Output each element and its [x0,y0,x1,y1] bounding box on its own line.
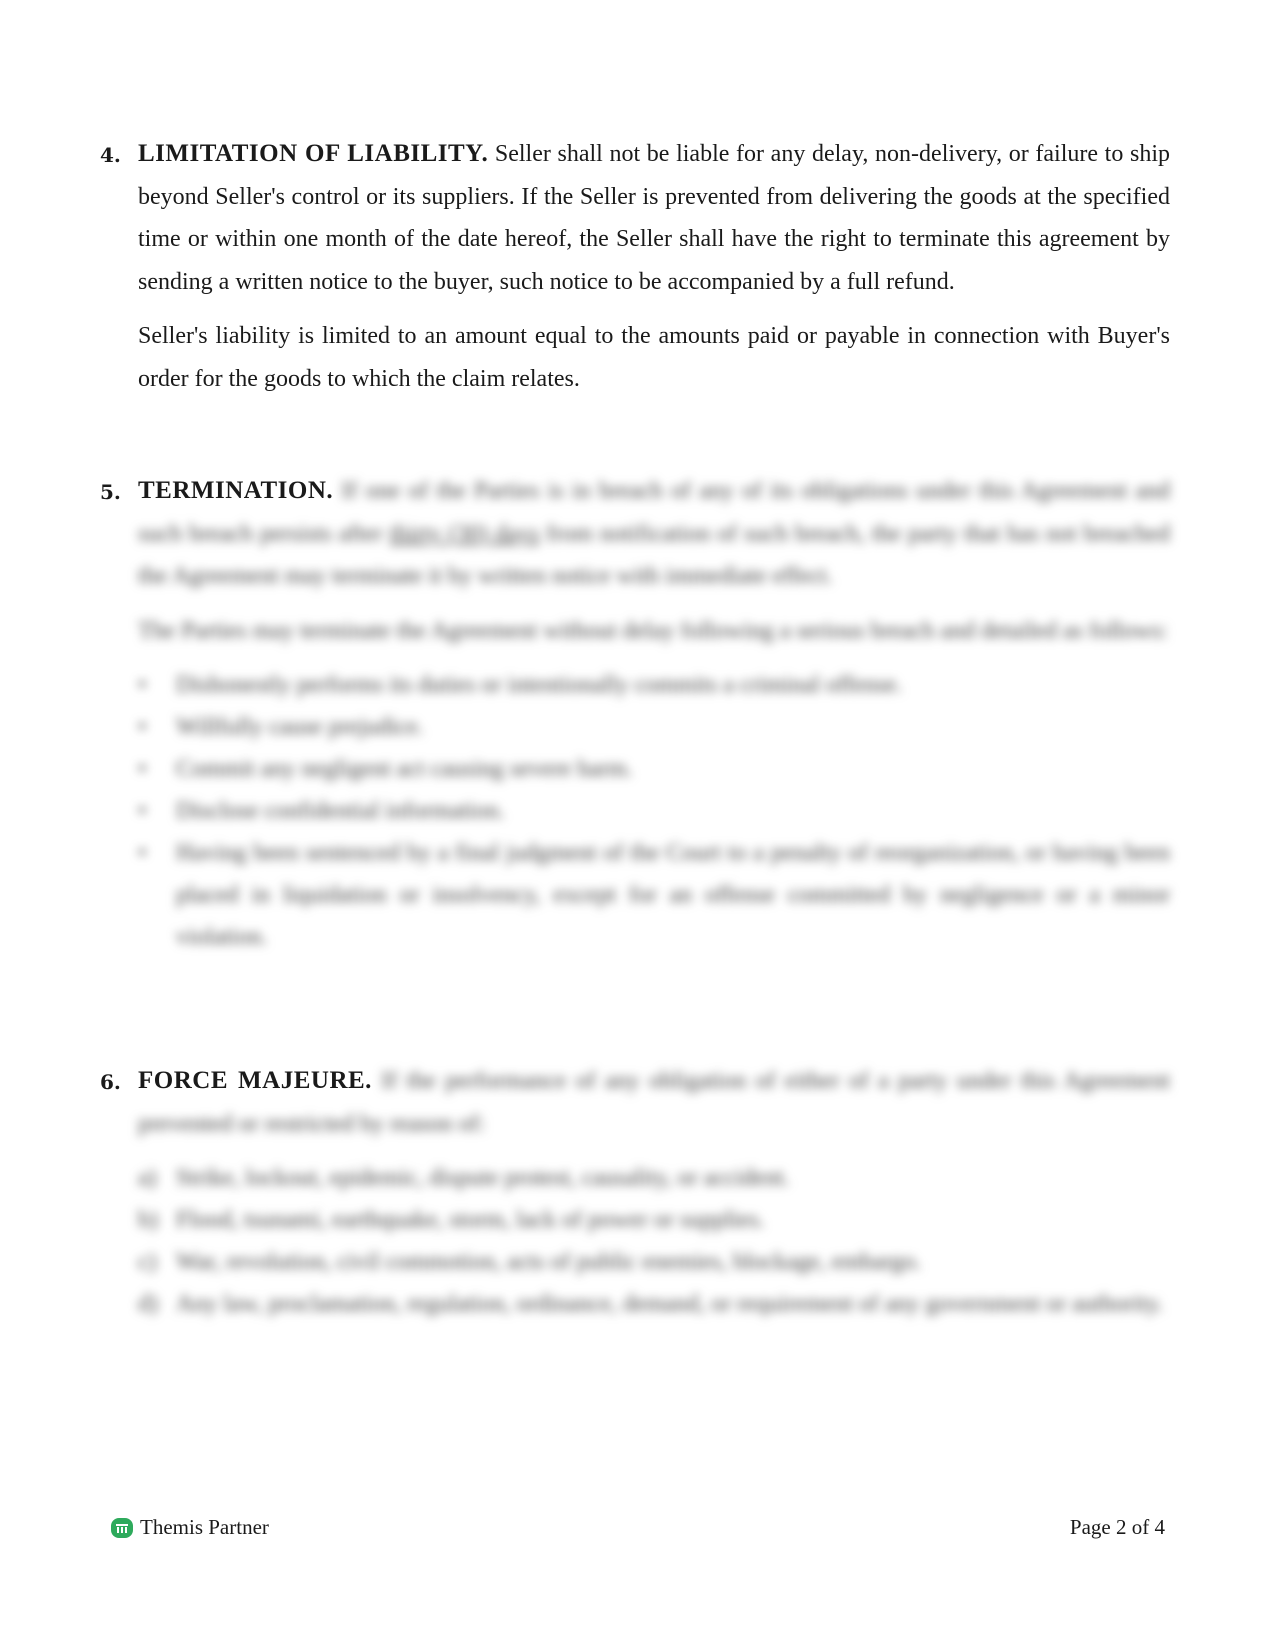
brand-name: Themis Partner [140,1515,269,1539]
list-marker: c) [138,1249,157,1275]
section-heading: FORCE MAJEURE. [138,1067,372,1094]
section-body [138,470,1170,958]
section-number: 5. [100,480,121,504]
section-paragraph [138,1060,1170,1145]
breach-list [138,664,1170,958]
page-footer [110,1515,1165,1545]
section-body [138,133,1170,412]
section-paragraph [138,133,1170,303]
section-paragraph: Seller's liability is limited to an amount equal to the amounts paid or payable in connection with Buyer's order for the goods to which the claim relates. [138,323,1170,392]
brand [110,1515,269,1540]
section-body [138,1060,1170,1325]
list-item-text: War, revolution, civil commotion, acts of public enemies, blockage, embargo. [176,1249,922,1275]
section-heading: LIMITATION OF LIABILITY. [138,140,489,167]
duration-link: thirty (30) days [389,520,540,547]
themis-partner-logo-icon [110,1516,134,1540]
section-text: If one of the Parties is in breach of any of its obligations under this Agreement and such breach persists after [138,478,1170,547]
list-marker: b) [138,1207,158,1233]
page-number: Page 2 of 4 [1069,1515,1165,1539]
list-item [138,1199,1170,1241]
blurred-text: If the performance of any obligation of either of a party under this Agreement prevented or restricted by reason of: [138,1068,1170,1137]
section-text: from notification of such breach, the party that has not breached the Agreement may terminate it by written notice with immediate effect. [138,520,1171,589]
list-marker: d) [138,1291,158,1317]
list-item: • Dishonestly performs its duties or intentionally commits a criminal offense. [138,664,1170,706]
list-item-text: Flood, tsunami, earthquake, storm, lack of power or supplies. [176,1207,765,1233]
list-item: • Commit any negligent act causing severe harm. [138,748,1170,790]
list-item-text: Any law, proclamation, regulation, ordinance, demand, or requirement of any government or authority. [176,1291,1164,1317]
list-marker: a) [138,1165,157,1191]
list-item: • Disclose confidential information. [138,790,1170,832]
section-paragraph [138,470,1170,598]
list-item [138,1241,1170,1283]
section-number: 4. [100,143,121,167]
section-paragraph: The Parties may terminate the Agreement without delay following a serious breach and detailed as follows: [138,617,1168,644]
list-item: • Willfully cause prejudice. [138,706,1170,748]
section-heading: TERMINATION. [138,477,334,504]
list-item [138,1157,1170,1199]
section-text: Seller shall not be liable for any delay, non-delivery, or failure to ship beyond Seller's control or its suppliers. If the Seller is prevented from delivering the goods at the specified time or within one month of the date hereof, the Seller shall have the right to terminate this agreement by sending a written notice to the buyer, such notice to be accompanied by a full refund. [138,141,1171,295]
section-number: 6. [100,1070,121,1094]
list-item-text: Strike, lockout, epidemic, dispute protest, causality, or accident. [176,1165,790,1191]
list-item: • Having been sentenced by a final judgment of the Court to a penalty of reorganization, or having been placed in liquidation or insolvency, except for an offense committed by negligence or a minor violation. [138,832,1170,958]
list-item [138,1283,1170,1325]
force-majeure-list [138,1157,1170,1325]
